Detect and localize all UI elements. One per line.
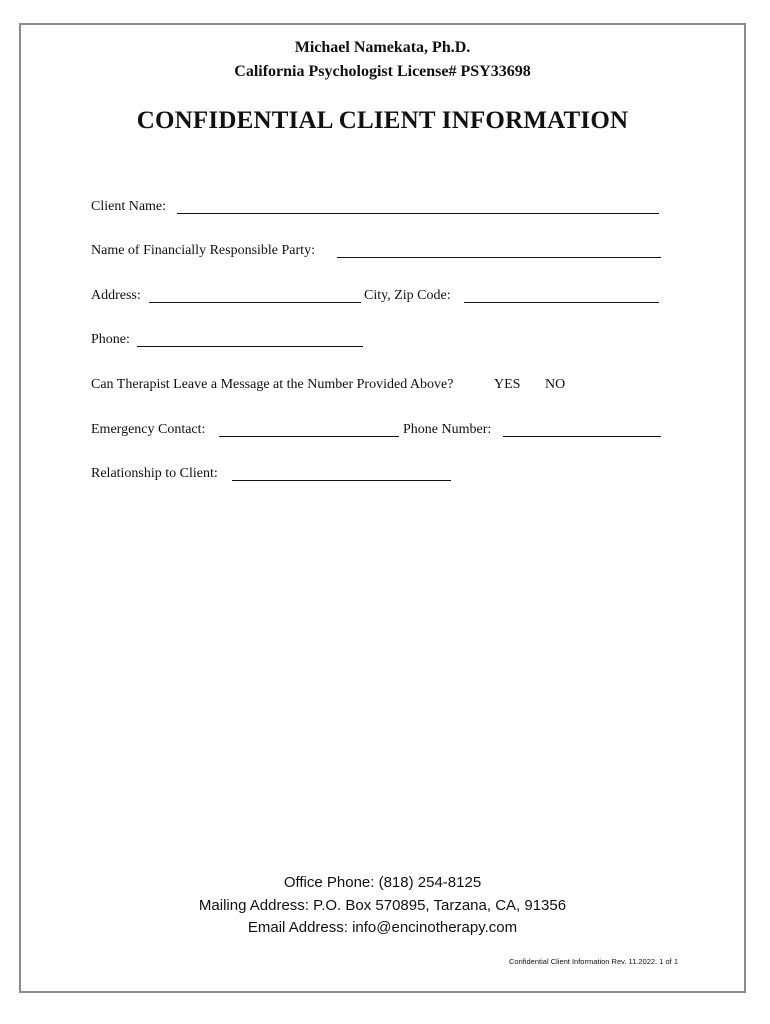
emergency-contact-line[interactable]: [219, 436, 399, 437]
client-name-label: Client Name:: [91, 199, 167, 214]
relationship-label: Relationship to Client:: [91, 466, 218, 481]
city-zip-label: City, Zip Code:: [364, 288, 451, 303]
phone-number-line[interactable]: [503, 436, 661, 437]
phone-line[interactable]: [137, 346, 363, 347]
phone-label: Phone:: [91, 332, 130, 347]
yes-option[interactable]: YES: [494, 377, 521, 392]
no-option[interactable]: NO: [545, 377, 566, 392]
address-line[interactable]: [149, 302, 361, 303]
email-address: Email Address: info@encinotherapy.com: [247, 919, 518, 936]
emergency-contact-label: Emergency Contact:: [91, 422, 206, 437]
address-label: Address:: [91, 288, 141, 303]
relationship-line[interactable]: [232, 480, 451, 481]
practitioner-name: Michael Namekata, Ph.D.: [294, 39, 471, 56]
financial-party-label: Name of Financially Responsible Party:: [91, 243, 315, 258]
city-zip-line[interactable]: [464, 302, 659, 303]
mailing-address: Mailing Address: P.O. Box 570895, Tarzana, CA, 91356: [198, 897, 567, 914]
phone-number-label: Phone Number:: [403, 422, 492, 437]
office-phone: Office Phone: (818) 254-8125: [283, 874, 482, 891]
form-title: CONFIDENTIAL CLIENT INFORMATION: [136, 107, 629, 134]
form-page: [19, 23, 746, 993]
message-question: Can Therapist Leave a Message at the Number Provided Above?: [91, 377, 454, 392]
license-number: California Psychologist License# PSY33698: [234, 63, 531, 80]
client-name-line[interactable]: [177, 213, 659, 214]
revision-note: Confidential Client Information Rev. 11.2022. 1 of 1: [509, 957, 678, 966]
financial-party-line[interactable]: [337, 257, 661, 258]
